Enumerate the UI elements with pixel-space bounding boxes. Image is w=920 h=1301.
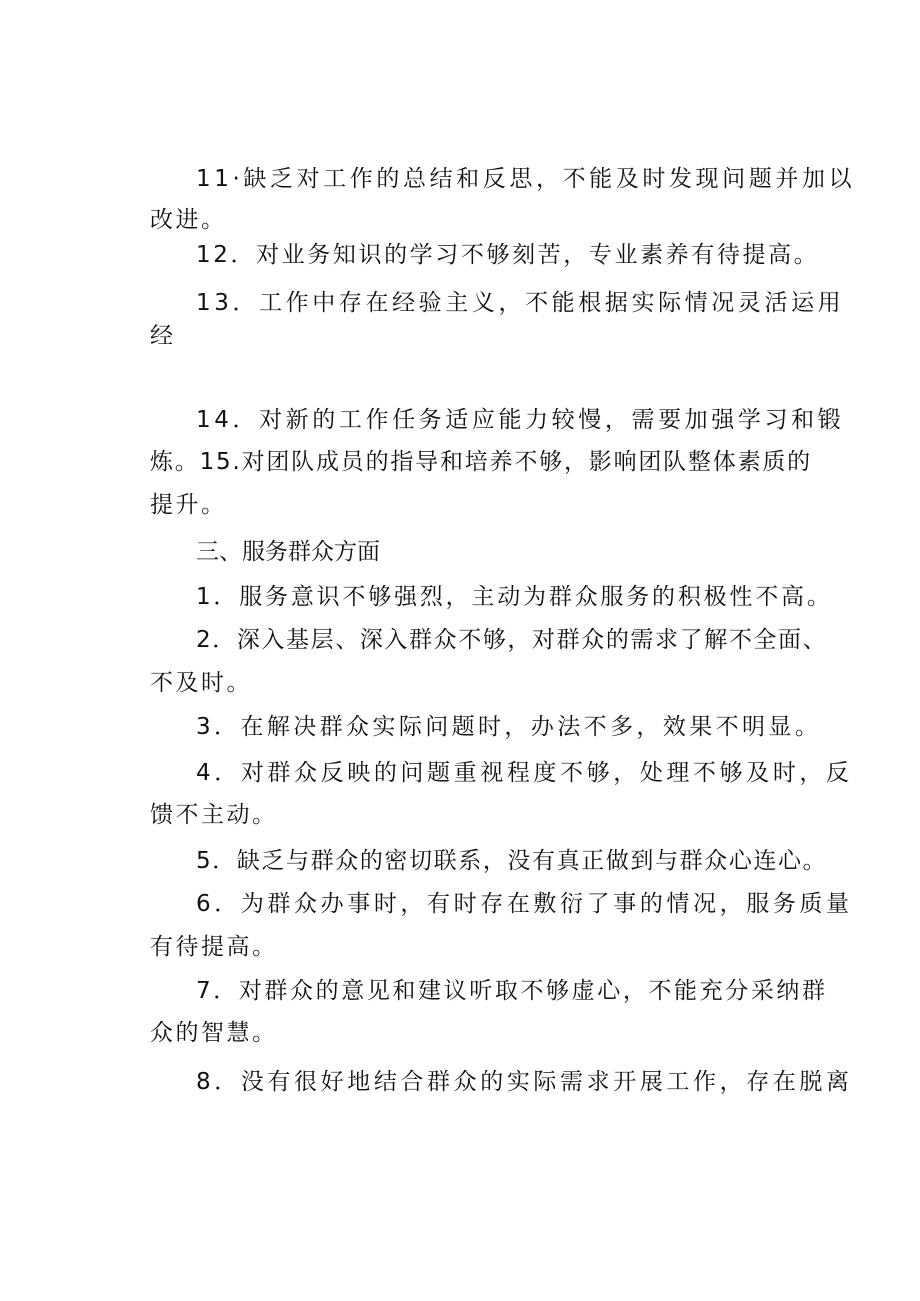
text-line-item-14: 14．对新的工作任务适应能力较慢，需要加强学习和锻 — [196, 407, 845, 433]
text-line-item-13-cont: 经 — [150, 323, 176, 349]
text-line-item-15-cont: 提升。 — [150, 492, 227, 518]
text-line-item-11-cont: 改进。 — [150, 207, 227, 233]
text-line-item-8: 8．没有很好地结合群众的实际需求开展工作，存在脱离 — [196, 1069, 853, 1095]
text-line-item-12: 12．对业务知识的学习不够刻苦，专业素养有待提高。 — [196, 242, 820, 268]
text-line-item-4-cont: 馈不主动。 — [150, 802, 278, 828]
text-line-item-2-cont: 不及时。 — [150, 670, 252, 696]
text-line-item-7: 7．对群众的意见和建议听取不够虚心，不能充分采纳群 — [196, 978, 828, 1004]
section-heading: 三、服务群众方面 — [196, 539, 380, 565]
text-line-item-3: 3．在解决群众实际问题时，办法不多，效果不明显。 — [196, 714, 822, 740]
text-line-item-4: 4．对群众反映的问题重视程度不够，处理不够及时，反 — [196, 760, 853, 786]
text-line-item-14-15: 炼。15.对团队成员的指导和培养不够，影响团队整体素质的 — [150, 449, 812, 475]
text-line-item-6-cont: 有待提高。 — [150, 934, 278, 960]
text-line-item-13: 13．工作中存在经验主义，不能根据实际情况灵活运用 — [196, 290, 845, 316]
text-line-item-2: 2．深入基层、深入群众不够，对群众的需求了解不全面、 — [196, 627, 828, 653]
text-line-item-11: 11·缺乏对工作的总结和反思，不能及时发现问题并加以 — [196, 166, 856, 192]
text-line-item-1: 1．服务意识不够强烈，主动为群众服务的积极性不高。 — [196, 584, 833, 610]
text-line-item-5: 5．缺乏与群众的密切联系，没有真正做到与群众心连心。 — [196, 848, 828, 874]
text-line-item-6: 6．为群众办事时，有时存在敷衍了事的情况，服务质量 — [196, 891, 853, 917]
text-line-item-7-cont: 众的智慧。 — [150, 1020, 278, 1046]
